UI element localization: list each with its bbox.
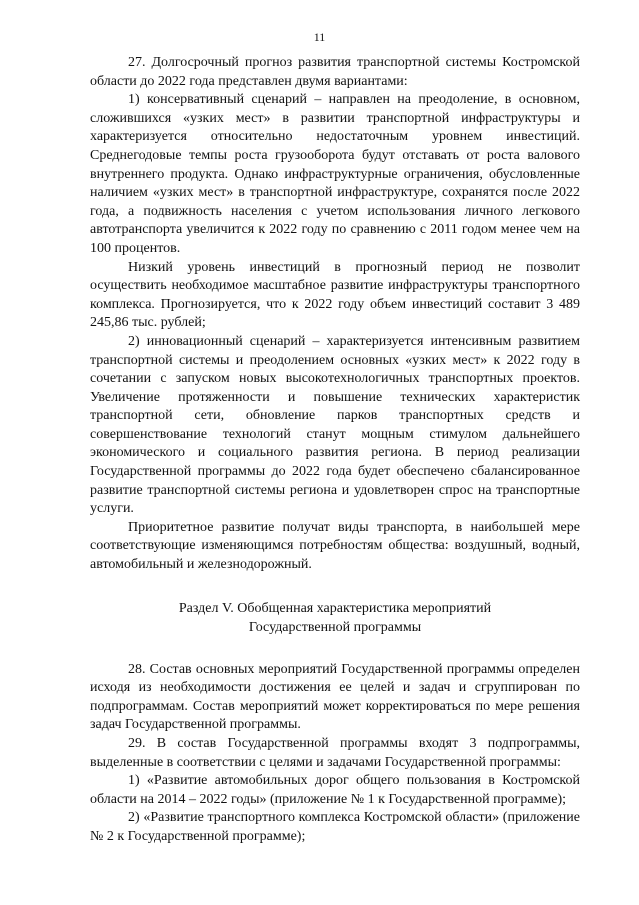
paragraph-low-investment: Низкий уровень инвестиций в прогнозный период не позволит осуществить необходимое масштабное развитие инфраструктуры транспортного комплекса. Прогнозируется, что к 2022 году объем инвестиций составит 3 489 245,86 тыс. рублей; <box>90 259 580 331</box>
paragraph-28: 28. Состав основных мероприятий Государственной программы определен исходя из необходимости достижения ее целей и задач и сгруппирован по подпрограммам. Состав мероприятий может корректироваться по мере решения задач Государственной программы. <box>90 661 580 733</box>
paragraph-27: 27. Долгосрочный прогноз развития транспортной системы Костромской области до 2022 года представлен двумя вариантами: <box>90 55 580 89</box>
document-body <box>90 54 580 847</box>
paragraph-priority-transport: Приоритетное развитие получат виды транспорта, в наибольшей мере соответствующие изменяющимся потребностям общества: воздушный, водный, автомобильный и железнодорожный. <box>90 519 580 573</box>
paragraph-conservative-scenario: 1) консервативный сценарий – направлен на преодоление, в основном, сложившихся «узких мест» в развитии транспортной инфраструктуры и характеризуется относительно недостаточным уровнем инвестиций. Среднегодовые темпы роста грузооборота будут отставать от роста валового внутреннего продукта. Однако инфраструктурные ограничения, обусловленные наличием «узких мест» в транспортной инфраструктуре, сохранятся после 2022 года, а подвижность населения с учетом использования личного легкового автотранспорта увеличится к 2022 году по сравнению с 2011 годом менее чем на 100 процентов. <box>90 92 580 256</box>
section-heading-line-1: Раздел V. Обобщенная характеристика мероприятий <box>178 600 492 616</box>
page-number: 11 <box>313 30 326 44</box>
section-heading-line-2: Государственной программы <box>248 619 422 635</box>
section-heading <box>90 599 580 637</box>
paragraph-innovative-scenario: 2) инновационный сценарий – характеризуется интенсивным развитием транспортной системы и преодолением основных «узких мест» к 2022 году в сочетании с запуском новых высокотехнологичных транспортных проектов. Увеличение протяженности и повышение технических характеристик транспортной сети, обновление парков транспортных средств и совершенствование технологий станут мощным стимулом дальнейшего экономического и социального развития региона. В период реализации Государственной программы до 2022 года будет обеспечено сбалансированное развитие транспортной системы региона и удовлетворен спрос на транспортные услуги. <box>90 333 580 517</box>
list-item-subprogram-1: 1) «Развитие автомобильных дорог общего пользования в Костромской области на 2014 – 2022 годы» (приложение № 1 к Государственной программе); <box>90 773 580 807</box>
list-item-subprogram-2: 2) «Развитие транспортного комплекса Костромской области» (приложение № 2 к Государственной программе); <box>90 810 580 844</box>
paragraph-29: 29. В состав Государственной программы входят 3 подпрограммы, выделенные в соответствии с целями и задачами Государственной программы: <box>90 736 580 770</box>
